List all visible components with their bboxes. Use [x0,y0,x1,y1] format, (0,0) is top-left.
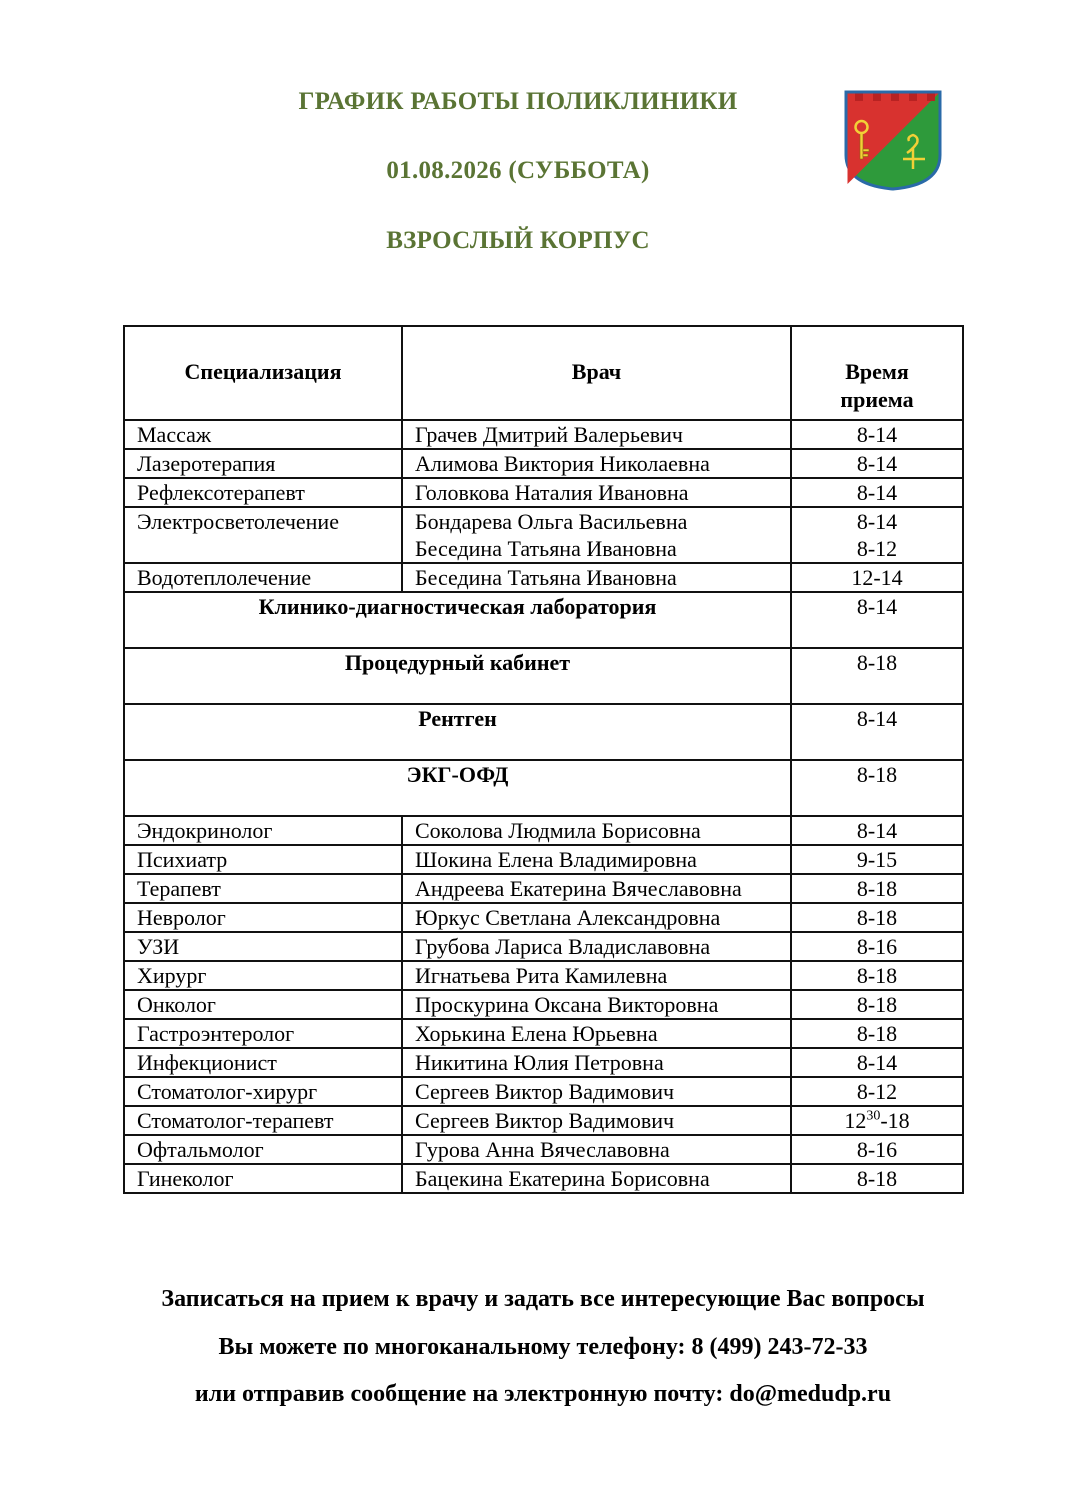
time-cell: 8-12 [791,1077,963,1106]
table-row [124,1077,963,1106]
specialization-cell: Водотеплолечение [124,563,402,592]
doctor-cell: Сергеев Виктор Вадимович [402,1077,791,1106]
specialization-cell: Эндокринолог [124,816,402,845]
specialization-cell: Онколог [124,990,402,1019]
doctor-cell: Сергеев Виктор Вадимович [402,1106,791,1135]
time-cell: 8-18 [791,1164,963,1193]
time-cell: 8-14 [791,592,963,648]
doctor-name: Беседина Татьяна Ивановна [415,536,677,561]
time-start-minutes: 30 [866,1108,881,1124]
specialization-cell: Рефлексотерапевт [124,478,402,507]
table-header-row [124,326,963,420]
doctor-cell: Хорькина Елена Юрьевна [402,1019,791,1048]
doctor-cell [402,507,791,563]
table-row [124,449,963,478]
specialization-cell: Терапевт [124,874,402,903]
doctor-cell: Юркус Светлана Александровна [402,903,791,932]
time-cell: 8-16 [791,932,963,961]
building-name: ВЗРОСЛЫЙ КОРПУС [386,227,650,254]
time-cell: 8-14 [791,704,963,760]
time-cell: 8-14 [791,449,963,478]
specialization-cell: Инфекционист [124,1048,402,1077]
coat-of-arms-emblem [843,89,943,191]
footer-phone-text: Вы можете по многоканальному телефону: 8 (499) 243-72-33 [218,1334,868,1360]
specialization-cell: Массаж [124,420,402,449]
doctor-cell: Гурова Анна Вячеславовна [402,1135,791,1164]
footer-appointment-text: Записаться на прием к врачу и задать все интересующие Вас вопросы [161,1286,925,1312]
table-row [124,874,963,903]
table-row [124,1164,963,1193]
specialization-cell: Электросветолечение [124,507,402,563]
time-cell: 8-14 [791,1048,963,1077]
section-row [124,704,963,760]
doctor-cell: Шокина Елена Владимировна [402,845,791,874]
table-row [124,903,963,932]
specialization-cell: Гинеколог [124,1164,402,1193]
table-row [124,1106,963,1135]
section-row [124,592,963,648]
doctor-cell: Алимова Виктория Николаевна [402,449,791,478]
specialization-cell: Лазеротерапия [124,449,402,478]
time-end: -18 [880,1108,910,1133]
footer-email-text: или отправив сообщение на электронную почту: do@medudp.ru [194,1381,892,1407]
section-row [124,760,963,816]
section-name: Клинико-диагностическая лаборатория [124,592,791,648]
doctor-cell: Проскурина Оксана Викторовна [402,990,791,1019]
doctor-cell: Головкова Наталия Ивановна [402,478,791,507]
table-row [124,563,963,592]
time-value: 8-14 [856,509,898,534]
time-cell: 12-14 [791,563,963,592]
specialization-cell: Невролог [124,903,402,932]
table-row [124,1135,963,1164]
doctor-cell: Соколова Людмила Борисовна [402,816,791,845]
doctor-cell: Бацекина Екатерина Борисовна [402,1164,791,1193]
time-cell: 8-14 [791,816,963,845]
section-name: Рентген [124,704,791,760]
table-row [124,1019,963,1048]
time-cell: 8-18 [791,1019,963,1048]
time-cell: 8-14 [791,478,963,507]
time-cell: 8-18 [791,760,963,816]
schedule-date: 01.08.2026 (СУББОТА) [386,157,650,184]
section-row [124,648,963,704]
time-cell: 8-16 [791,1135,963,1164]
time-cell: 8-14 [791,420,963,449]
time-start-hour: 12 [844,1108,867,1133]
specialization-cell: Психиатр [124,845,402,874]
column-header-time [791,326,963,420]
table-row [124,1048,963,1077]
table-row [124,932,963,961]
doctor-cell: Игнатьева Рита Камилевна [402,961,791,990]
table-row [124,845,963,874]
specialization-cell: Гастроэнтеролог [124,1019,402,1048]
doctor-cell: Никитина Юлия Петровна [402,1048,791,1077]
time-cell [791,1106,963,1135]
time-cell: 8-18 [791,990,963,1019]
doctor-name: Бондарева Ольга Васильевна [415,509,688,534]
table-row [124,507,963,563]
doctor-cell: Андреева Екатерина Вячеславовна [402,874,791,903]
time-cell: 8-18 [791,648,963,704]
specialization-cell: Хирург [124,961,402,990]
doctor-cell: Грачев Дмитрий Валерьевич [402,420,791,449]
section-name: Процедурный кабинет [124,648,791,704]
table-row [124,990,963,1019]
table-row [124,478,963,507]
specialization-cell: Офтальмолог [124,1135,402,1164]
specialization-cell: УЗИ [124,932,402,961]
doctor-cell: Грубова Лариса Владиславовна [402,932,791,961]
specialization-cell: Стоматолог-хирург [124,1077,402,1106]
time-cell: 8-18 [791,903,963,932]
schedule-table [123,325,964,1194]
time-header-line1: Время [845,359,909,384]
section-name: ЭКГ-ОФД [124,760,791,816]
doctor-cell: Беседина Татьяна Ивановна [402,563,791,592]
time-value: 8-12 [856,536,898,561]
time-cell: 9-15 [791,845,963,874]
specialization-cell: Стоматолог-терапевт [124,1106,402,1135]
time-cell [791,507,963,563]
table-row [124,816,963,845]
column-header-specialization: Специализация [124,326,402,420]
time-cell: 8-18 [791,961,963,990]
page-title: ГРАФИК РАБОТЫ ПОЛИКЛИНИКИ [298,88,738,115]
table-row [124,961,963,990]
time-cell: 8-18 [791,874,963,903]
time-header-line2: приема [840,387,914,412]
column-header-doctor: Врач [402,326,791,420]
table-row [124,420,963,449]
